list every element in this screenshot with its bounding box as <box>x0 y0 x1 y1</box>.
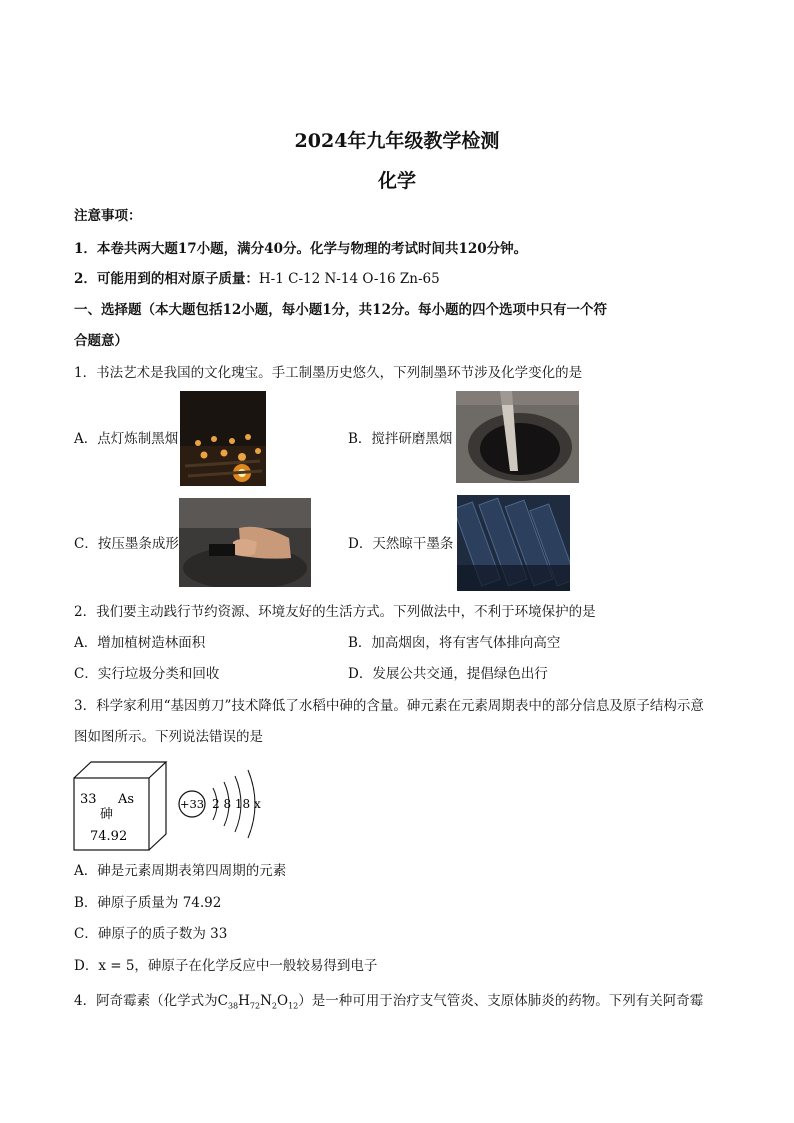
formula-h: H <box>238 993 250 1009</box>
notes-item-2-label: 2．可能用到的相对原子质量： <box>74 271 259 287</box>
subject-title: 化学 <box>377 170 416 192</box>
grinding-image <box>456 391 579 483</box>
q1-photo-pressing <box>179 498 311 587</box>
formula-o-sub: 12 <box>288 1001 299 1011</box>
q4-stem <box>74 992 703 1016</box>
q4-stem-before: 4．阿奇霉素（化学式为 <box>74 993 218 1009</box>
q2-option-a: A．增加植树造林面积 <box>74 635 206 651</box>
formula-n: N <box>260 993 272 1009</box>
q4-stem-after: ）是一种可用于治疗支气管炎、支原体肺炎的药物。下列有关阿奇霉 <box>298 993 704 1009</box>
q3-element-diagram <box>72 760 272 855</box>
drying-image <box>457 495 570 591</box>
q3-option-b: B．砷原子质量为 74.92 <box>74 895 222 911</box>
notes-item-1: 1．本卷共两大题17小题，满分40分。化学与物理的考试时间共120分钟。 <box>74 241 528 257</box>
pressing-image <box>179 498 311 587</box>
notes-item-2 <box>74 270 440 288</box>
element-name: 砷 <box>100 807 114 822</box>
q1-photo-drying <box>457 495 570 591</box>
q2-option-d: D．发展公共交通，提倡绿色出行 <box>348 666 548 682</box>
formula-o: O <box>277 993 289 1009</box>
q3-option-c: C．砷原子的质子数为 33 <box>74 926 228 942</box>
electron-shell-counts: 2 8 18 x <box>212 797 261 811</box>
q3-option-d: D．x = 5，砷原子在化学反应中一般较易得到电子 <box>74 958 378 974</box>
notes-heading: 注意事项： <box>74 208 142 224</box>
q2-option-c: C．实行垃圾分类和回收 <box>74 666 220 682</box>
formula-c-sub: 38 <box>227 1001 239 1011</box>
formula-h-sub: 72 <box>249 1001 261 1011</box>
q1-option-a: A．点灯炼制黑烟 <box>74 431 179 447</box>
q1-photo-grinding <box>456 391 579 483</box>
element-atomic-mass: 74.92 <box>90 829 128 844</box>
q1-option-b: B．搅拌研磨黑烟 <box>348 431 453 447</box>
element-atomic-number: 33 <box>80 792 97 807</box>
q3-option-a: A．砷是元素周期表第四周期的元素 <box>74 863 287 879</box>
lamp-smoke-image <box>180 391 266 486</box>
q1-option-c: C．按压墨条成形 <box>74 536 179 552</box>
q2-option-b: B．加高烟囱，将有害气体排向高空 <box>348 635 561 651</box>
element-symbol: As <box>118 792 135 807</box>
q2-stem: 2．我们要主动践行节约资源、环境友好的生活方式。下列做法中，不利于环境保护的是 <box>74 604 596 620</box>
atom-structure-diagram <box>179 770 261 838</box>
formula-n-sub: 2 <box>271 1001 277 1011</box>
q4-formula <box>218 993 299 1009</box>
section1-heading-line2: 合题意） <box>74 333 128 349</box>
formula-c: C <box>217 993 228 1009</box>
q1-photo-lamp-smoke <box>180 391 266 486</box>
notes-item-2-values: H-1 C-12 N-14 O-16 Zn-65 <box>258 271 440 287</box>
q1-option-d: D．天然晾干墨条 <box>348 536 454 552</box>
atom-nucleus-charge: +33 <box>179 797 205 811</box>
exam-title: 2024年九年级教学检测 <box>294 130 500 152</box>
section1-heading-line1: 一、选择题（本大题包括12小题，每小题1分，共12分。每小题的四个选项中只有一个符 <box>74 302 607 318</box>
q3-stem-line1: 3．科学家利用“基因剪刀”技术降低了水稻中砷的含量。砷元素在元素周期表中的部分信息及原子结构示意 <box>74 698 704 714</box>
q3-stem-line2: 图如图所示。下列说法错误的是 <box>74 729 263 745</box>
q1-stem: 1．书法艺术是我国的文化瑰宝。手工制墨历史悠久，下列制墨环节涉及化学变化的是 <box>74 365 583 381</box>
